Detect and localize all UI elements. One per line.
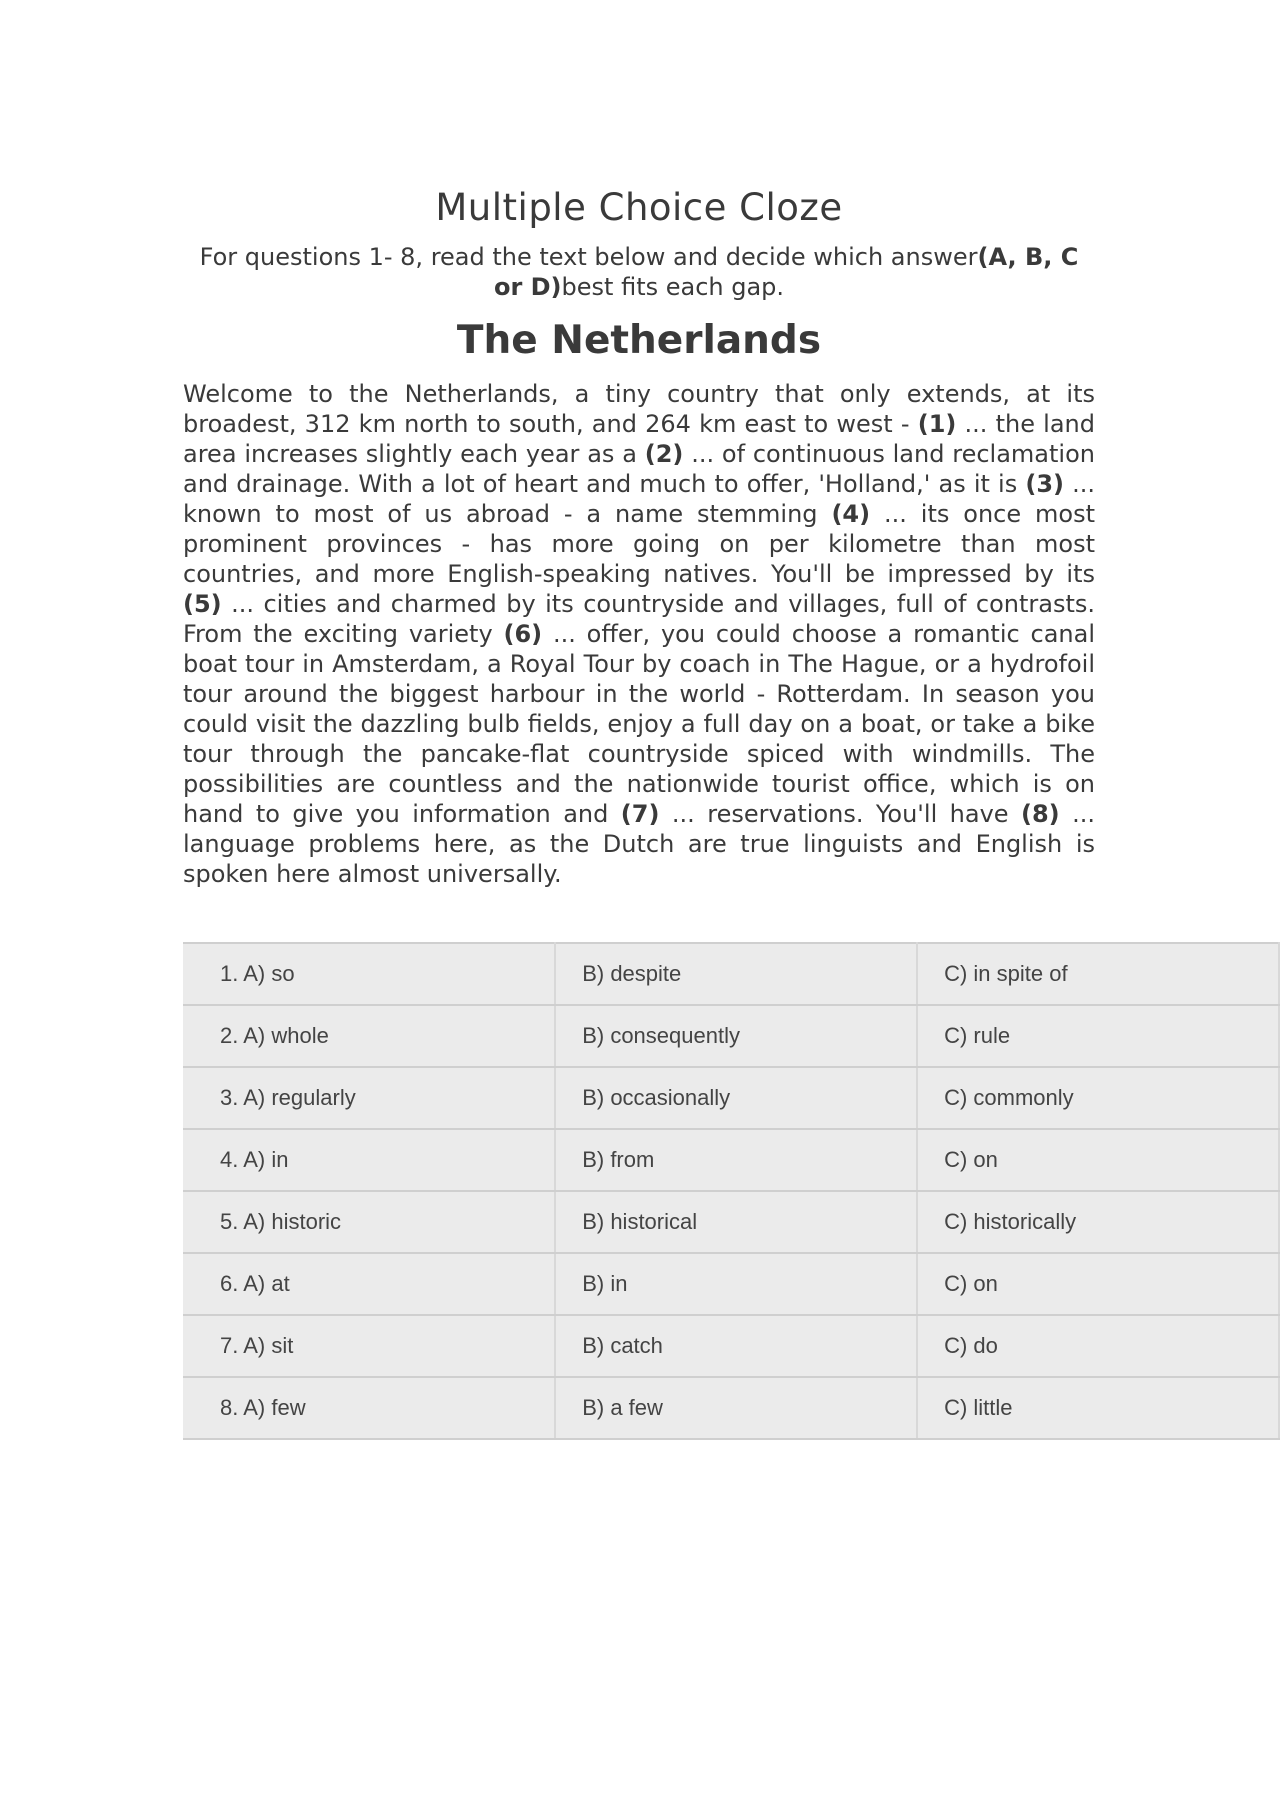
option-b: B) despite	[555, 943, 917, 1005]
option-b: B) catch	[555, 1315, 917, 1377]
gap-marker-2: (2)	[644, 440, 684, 468]
option-b: B) consequently	[555, 1005, 917, 1067]
option-c: C) rule	[917, 1005, 1279, 1067]
passage-title: The Netherlands	[456, 318, 822, 363]
page-title: Multiple Choice Cloze	[435, 186, 843, 229]
option-a: 6. A) at	[183, 1253, 555, 1315]
option-b: B) historical	[555, 1191, 917, 1253]
instructions	[183, 242, 1095, 302]
option-b: B) in	[555, 1253, 917, 1315]
gap-marker-7: (7)	[620, 800, 660, 828]
instructions-tail: best fits each gap.	[561, 273, 785, 301]
option-c: C) on	[917, 1129, 1279, 1191]
table-row	[183, 1253, 1280, 1315]
passage-segment: ... cities and charmed by its countryside and villages, full of contrasts. From the exciting variety	[183, 590, 1095, 648]
passage-segment: ... language problems here, as the Dutch are true linguists and English is spoken here almost universally.	[183, 800, 1095, 888]
passage-segment: ... known to most of us abroad - a name stemming	[183, 470, 1096, 528]
passage-text	[183, 379, 1095, 889]
table-row	[183, 943, 1280, 1005]
option-c: C) do	[917, 1315, 1279, 1377]
option-a: 4. A) in	[183, 1129, 555, 1191]
instructions-text: For questions 1- 8, read the text below and decide which answer	[199, 243, 978, 271]
option-c: C) on	[917, 1253, 1279, 1315]
passage-segment: ... its once most prominent provinces - has more going on per kilometre than most countries, and more English-speaking natives. You'll be impressed by its	[183, 500, 1095, 588]
option-c: C) historically	[917, 1191, 1279, 1253]
option-a: 2. A) whole	[183, 1005, 555, 1067]
option-a: 5. A) historic	[183, 1191, 555, 1253]
document-page	[183, 180, 1095, 889]
option-a: 1. A) so	[183, 943, 555, 1005]
passage-segment: Welcome to the Netherlands, a tiny country that only extends, at its broadest, 312 km north to south, and 264 km east to west -	[183, 380, 1095, 438]
gap-marker-3: (3)	[1025, 470, 1064, 498]
option-c: C) commonly	[917, 1067, 1279, 1129]
option-a: 7. A) sit	[183, 1315, 555, 1377]
table-row	[183, 1315, 1280, 1377]
table-row	[183, 1005, 1280, 1067]
option-b: B) occasionally	[555, 1067, 917, 1129]
gap-marker-4: (4)	[831, 500, 871, 528]
table-row	[183, 1067, 1280, 1129]
gap-marker-6: (6)	[503, 620, 543, 648]
gap-marker-8: (8)	[1021, 800, 1060, 828]
option-a: 8. A) few	[183, 1377, 555, 1439]
passage-segment: ... offer, you could choose a romantic canal boat tour in Amsterdam, a Royal Tour by coach in The Hague, or a hydrofoil tour around the biggest harbour in the world - Rotterdam. In season you could visit the dazzling bulb fields, enjoy a full day on a boat, or take a bike tour through the pancake-flat countryside spiced with windmills. The possibilities are countless and the nationwide tourist office, which is on hand to give you information and	[183, 620, 1095, 828]
gap-marker-1: (1)	[917, 410, 957, 438]
table-row	[183, 1191, 1280, 1253]
option-a: 3. A) regularly	[183, 1067, 555, 1129]
answer-options-table	[183, 942, 1280, 1440]
table-row	[183, 1129, 1280, 1191]
option-b: B) a few	[555, 1377, 917, 1439]
gap-marker-5: (5)	[183, 590, 222, 618]
instructions-choices: (A, B, C or D)	[493, 243, 1079, 301]
passage-segment: ... reservations. You'll have	[659, 800, 1022, 828]
passage-segment: ... of continuous land reclamation and drainage. With a lot of heart and much to offer, 'Holland,' as it is	[183, 440, 1095, 498]
passage-segment: ... the land area increases slightly each year as a	[183, 410, 1095, 468]
option-c: C) little	[917, 1377, 1279, 1439]
option-b: B) from	[555, 1129, 917, 1191]
option-c: C) in spite of	[917, 943, 1279, 1005]
table-row	[183, 1377, 1280, 1439]
